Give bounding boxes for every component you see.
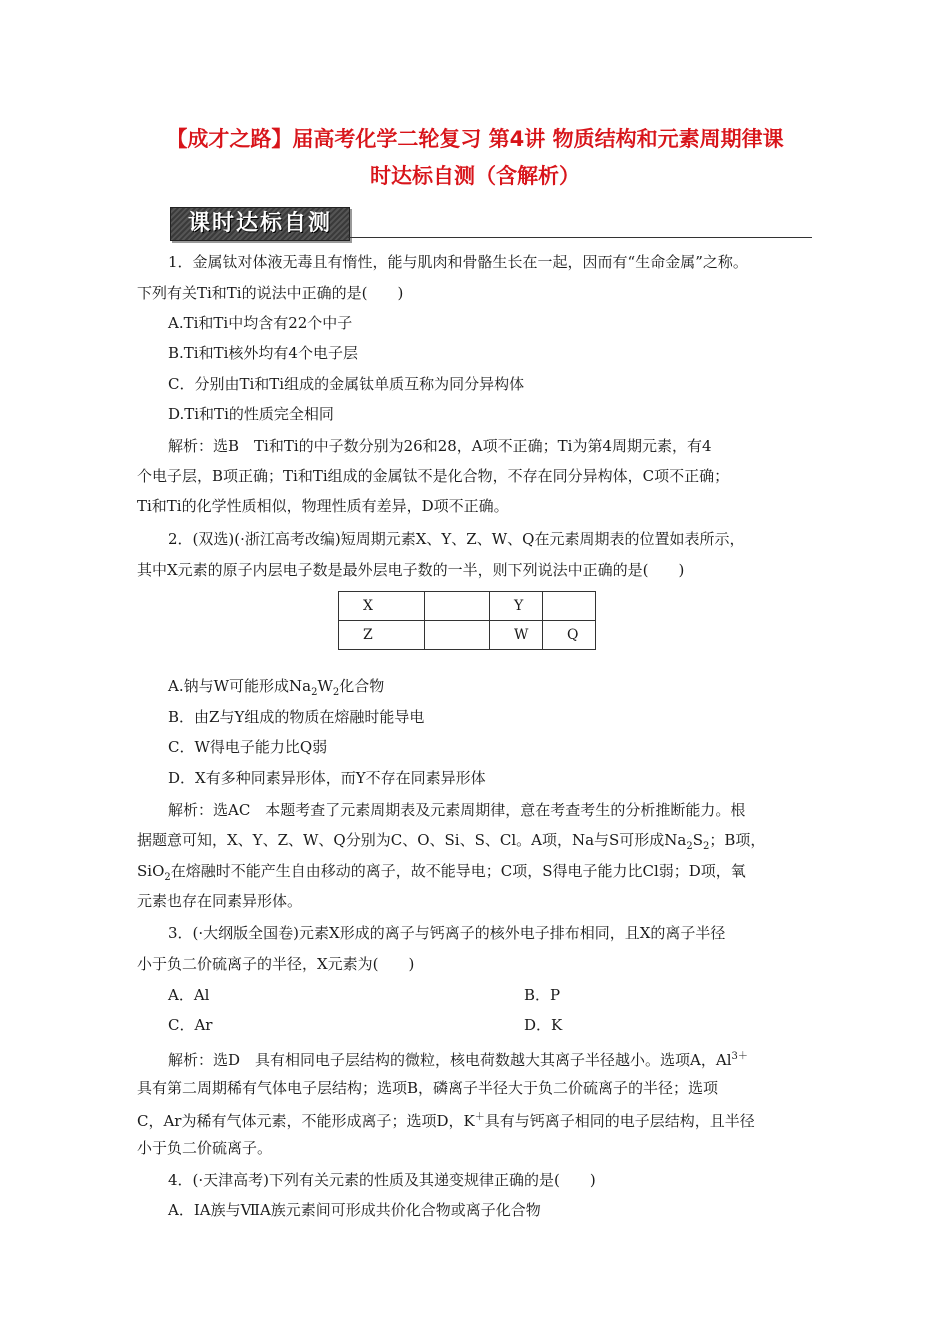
table-cell: X <box>339 592 425 621</box>
table-cell <box>425 621 490 650</box>
superscript: 3＋ <box>731 1051 748 1062</box>
q3-answer-3 <box>137 1108 755 1131</box>
table-cell: Y <box>490 592 543 621</box>
subscript: 2 <box>703 841 710 852</box>
table-cell <box>425 592 490 621</box>
q4-stem: 4．(·天津高考)下列有关元素的性质及其递变规律正确的是( ) <box>168 1171 596 1189</box>
section-rule <box>348 237 812 238</box>
q2-answer-4: 元素也存在同素异形体。 <box>137 892 303 910</box>
table-row <box>339 592 596 621</box>
q4-option-a: A．ⅠA族与ⅦA族元素间可形成共价化合物或离子化合物 <box>168 1201 541 1219</box>
table-cell: Q <box>543 621 596 650</box>
text-part: ；B项， <box>709 831 766 849</box>
q2-option-a <box>168 676 384 703</box>
q1-answer-2: 个电子层，B项正确；Ti和Ti组成的金属钛不是化合物，不存在同分异构体，C项不正确； <box>137 467 730 485</box>
q3-option-c: C．Ar <box>168 1016 213 1034</box>
q2-option-d: D．X有多种同素异形体，而Y不存在同素异形体 <box>168 769 486 787</box>
periodic-table-fragment <box>338 591 596 650</box>
section-banner <box>170 207 350 241</box>
section-banner-text: 课时达标自测 <box>187 211 332 236</box>
subscript: 2 <box>686 841 693 852</box>
doc-title-line2: 时达标自测（含解析） <box>370 164 580 188</box>
q2-answer-2 <box>137 830 765 857</box>
q2-answer-1: 解析：选AC 本题考查了元素周期表及元素周期律，意在考查考生的分析推断能力。根 <box>168 801 746 819</box>
q1-stem-2: 下列有关Ti和Ti的说法中正确的是( ) <box>137 284 404 302</box>
text-part: 解析：选D 具有相同电子层结构的微粒，核电荷数越大其离子半径越小。选项A，Al <box>168 1051 732 1069</box>
q1-answer-1: 解析：选B Ti和Ti的中子数分别为26和28，A项不正确；Ti为第4周期元素，有4 <box>168 437 712 455</box>
q1-option-d: D.Ti和Ti的性质完全相同 <box>168 405 334 423</box>
q1-option-a: A.Ti和Ti中均含有22个中子 <box>168 314 353 332</box>
q3-answer-1 <box>168 1047 748 1070</box>
table-cell <box>543 592 596 621</box>
text-part: W <box>317 677 333 695</box>
subscript: 2 <box>332 687 340 698</box>
table-cell: W <box>490 621 543 650</box>
q2-option-b: B．由Z与Y组成的物质在熔融时能导电 <box>168 708 425 726</box>
q3-stem-2: 小于负二价硫离子的半径，X元素为( ) <box>137 955 415 973</box>
q3-option-a: A．Al <box>168 986 210 1004</box>
text-part: SiO <box>137 862 165 880</box>
q2-option-c: C．W得电子能力比Q弱 <box>168 738 328 756</box>
q3-option-b: B．P <box>524 986 561 1004</box>
superscript: ＋ <box>474 1112 485 1123</box>
text-part: 具有与钙离子相同的电子层结构，且半径 <box>484 1112 755 1130</box>
subscript: 2 <box>164 872 171 883</box>
text-part: 化合物 <box>339 677 385 695</box>
text-part: S <box>692 831 704 849</box>
text-part: 在熔融时不能产生自由移动的离子，故不能导电；C项，S得电子能力比Cl弱；D项，氧 <box>170 862 746 880</box>
text-part: 据题意可知，X、Y、Z、W、Q分别为C、O、Si、S、Cl。A项，Na与S可形成Na <box>137 831 687 849</box>
q1-option-c: C．分别由Ti和Ti组成的金属钛单质互称为同分异构体 <box>168 375 525 393</box>
subscript: 2 <box>311 687 318 698</box>
text-part: C，Ar为稀有气体元素，不能形成离子；选项D，K <box>137 1112 475 1130</box>
q3-stem-1: 3．(·大纲版全国卷)元素X形成的离子与钙离子的核外电子排布相同，且X的离子半径 <box>168 924 726 942</box>
q1-answer-3: Ti和Ti的化学性质相似，物理性质有差异，D项不正确。 <box>137 497 509 515</box>
q3-answer-2: 具有第二周期稀有气体电子层结构；选项B，磷离子半径大于负二价硫离子的半径；选项 <box>137 1079 719 1097</box>
doc-title-line1: 【成才之路】届高考化学二轮复习 第4讲 物质结构和元素周期律课 <box>166 127 784 151</box>
q1-stem-1: 1．金属钛对体液无毒且有惰性，能与肌肉和骨骼生长在一起，因而有“生命金属”之称。 <box>168 253 748 271</box>
table-row <box>339 621 596 650</box>
table-cell: Z <box>339 621 425 650</box>
text-part: A.钠与W可能形成Na <box>168 677 312 695</box>
q3-option-d: D．K <box>524 1016 563 1034</box>
q1-option-b: B.Ti和Ti核外均有4个电子层 <box>168 344 358 362</box>
q3-answer-4: 小于负二价硫离子。 <box>137 1139 273 1157</box>
q2-answer-3 <box>137 861 746 888</box>
q2-stem-2: 其中X元素的原子内层电子数是最外层电子数的一半，则下列说法中正确的是( ) <box>137 561 685 579</box>
q2-stem-1: 2．(双选)(·浙江高考改编)短周期元素X、Y、Z、W、Q在元素周期表的位置如表所示， <box>168 530 745 548</box>
